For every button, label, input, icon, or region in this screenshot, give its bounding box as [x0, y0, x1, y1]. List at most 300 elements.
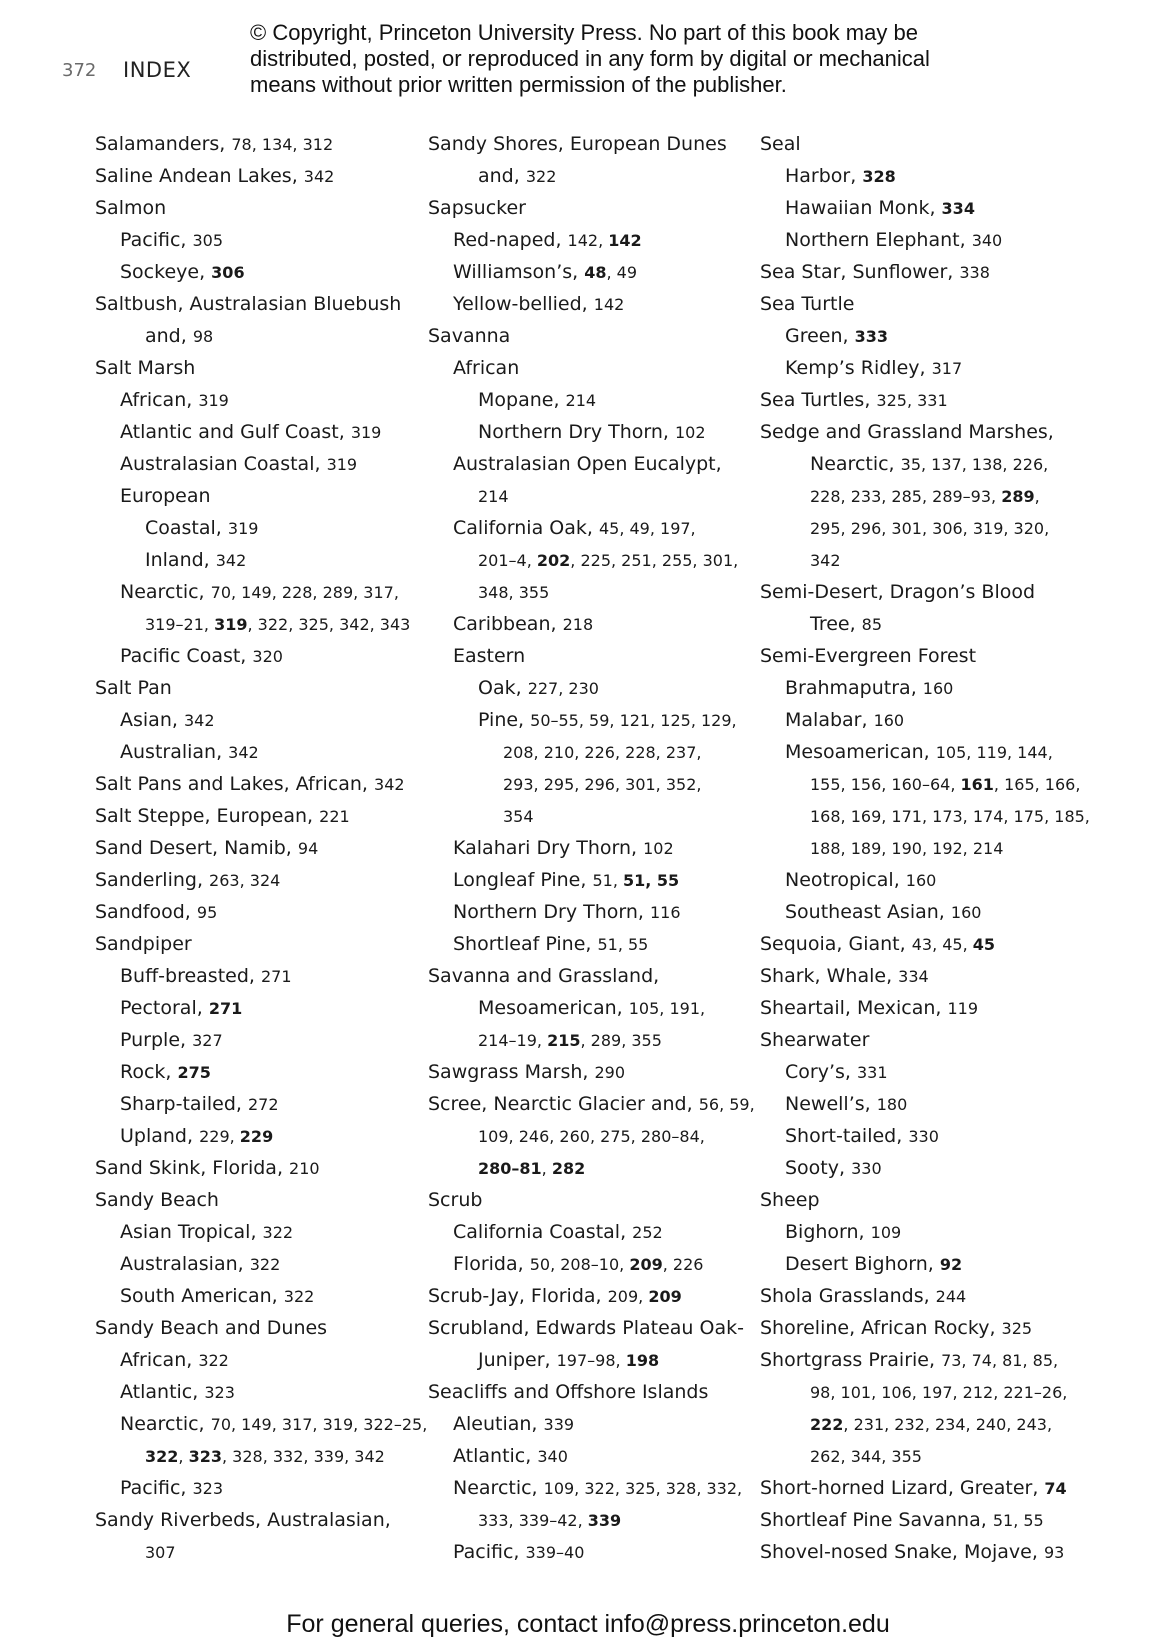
page-ref: 319	[350, 423, 382, 442]
index-entry	[428, 640, 758, 672]
index-term: Mesoamerican,	[785, 741, 936, 763]
index-term: Mopane,	[478, 389, 566, 411]
page-ref-bold: 215	[547, 1031, 581, 1050]
index-entry	[760, 960, 1090, 992]
page-ref: 331	[856, 1063, 888, 1082]
index-term: Sedge and Grassland Marshes,	[760, 421, 1054, 443]
page-ref: 330	[851, 1159, 882, 1178]
page-ref: , 289, 355	[580, 1031, 662, 1050]
page-ref: 201–4,	[478, 551, 537, 570]
index-term: Asian Tropical,	[120, 1221, 263, 1243]
page-ref: 56, 59,	[698, 1095, 755, 1114]
index-term: Saline Andean Lakes,	[95, 165, 304, 187]
index-entry	[428, 256, 758, 288]
page-ref: 317	[931, 359, 963, 378]
page-ref: 342	[810, 551, 841, 570]
index-term: Sheep	[760, 1189, 820, 1211]
index-entry	[95, 1056, 425, 1088]
index-entry	[760, 288, 1090, 320]
index-entry	[95, 1344, 425, 1376]
page-ref: 142	[593, 295, 625, 314]
index-term: Aleutian,	[453, 1413, 544, 1435]
index-entry	[95, 1504, 425, 1536]
page-ref: 339	[543, 1415, 575, 1434]
index-term: Sea Star, Sunflower,	[760, 261, 960, 283]
index-entry	[428, 1184, 758, 1216]
page-ref: 330	[908, 1127, 939, 1146]
index-entry	[760, 512, 1090, 544]
index-entry	[760, 704, 1090, 736]
page-ref: 214	[478, 487, 509, 506]
index-term: Upland,	[120, 1125, 200, 1147]
page-ref: 319	[227, 519, 259, 538]
index-entry	[428, 992, 758, 1024]
index-entry	[428, 1344, 758, 1376]
index-term: Sanderling,	[95, 869, 210, 891]
index-term: Newell’s,	[785, 1093, 877, 1115]
index-term: African,	[120, 389, 199, 411]
page-ref: 323	[192, 1479, 224, 1498]
index-term: Rock,	[120, 1061, 178, 1083]
index-term: Sandy Beach and Dunes	[95, 1317, 328, 1339]
index-entry	[428, 1248, 758, 1280]
index-entry	[760, 160, 1090, 192]
index-term: Juniper,	[478, 1349, 557, 1371]
page-ref: 197–98,	[556, 1351, 626, 1370]
index-term: South American,	[120, 1285, 284, 1307]
index-entry	[428, 672, 758, 704]
page-ref-bold: 306	[211, 263, 245, 282]
index-term: Sandy Riverbeds, Australasian,	[95, 1509, 391, 1531]
page-ref: 340	[971, 231, 1003, 250]
index-term: Yellow-bellied,	[453, 293, 594, 315]
index-entry	[95, 544, 425, 576]
index-entry	[95, 896, 425, 928]
index-term: Desert Bighorn,	[785, 1253, 940, 1275]
index-term: Longleaf Pine,	[453, 869, 593, 891]
index-term: Scree, Nearctic Glacier and,	[428, 1093, 699, 1115]
index-entry	[428, 1504, 758, 1536]
index-entry	[760, 928, 1090, 960]
index-entry	[428, 160, 758, 192]
index-term: Shortleaf Pine,	[453, 933, 598, 955]
page-ref: 323	[204, 1383, 235, 1402]
page-ref: 105, 191,	[628, 999, 706, 1018]
index-term: Sandfood,	[95, 901, 197, 923]
index-entry	[428, 224, 758, 256]
index-entry	[95, 864, 425, 896]
index-entry	[760, 1344, 1090, 1376]
index-term: Brahmaputra,	[785, 677, 923, 699]
index-term: Oak,	[478, 677, 528, 699]
page-ref: 333, 339–42,	[478, 1511, 588, 1530]
index-term: Buff-breasted,	[120, 965, 261, 987]
page-ref-bold: 45	[972, 935, 996, 954]
index-entry	[95, 960, 425, 992]
index-term: Williamson’s,	[453, 261, 585, 283]
index-term: Sandpiper	[95, 933, 192, 955]
index-entry	[428, 1472, 758, 1504]
index-term: Nearctic,	[810, 453, 901, 475]
index-entry	[95, 1536, 425, 1568]
index-entry	[760, 1440, 1090, 1472]
index-entry	[760, 1472, 1090, 1504]
index-entry	[95, 672, 425, 704]
copyright-notice: © Copyright, Princeton University Press. No part of this book may be distributed, posted, or reproduced in any form by digital or mechanical means without prior written permission of the publisher.	[250, 20, 930, 97]
index-entry	[760, 224, 1090, 256]
index-entry	[428, 960, 758, 992]
index-entry	[760, 1312, 1090, 1344]
page-ref: 305	[192, 231, 224, 250]
index-entry	[95, 800, 425, 832]
index-entry	[95, 384, 425, 416]
index-entry	[95, 256, 425, 288]
page-ref-bold: 222	[810, 1415, 844, 1434]
index-term: Nearctic,	[453, 1477, 544, 1499]
index-term: Salamanders,	[95, 133, 232, 155]
index-entry	[760, 640, 1090, 672]
index-entry	[428, 416, 758, 448]
index-entry	[428, 480, 758, 512]
index-entry	[760, 800, 1090, 832]
index-entry	[95, 1184, 425, 1216]
index-entry	[760, 128, 1090, 160]
page-ref: 319–21,	[145, 615, 215, 634]
page-ref-bold: 51, 55	[622, 871, 680, 890]
index-term: Kemp’s Ridley,	[785, 357, 932, 379]
index-term: Asian,	[120, 709, 184, 731]
index-entry	[760, 1024, 1090, 1056]
page-ref: 322	[198, 1351, 229, 1370]
page-ref: , 322, 325, 342, 343	[247, 615, 411, 634]
page-ref-bold: 328	[862, 167, 896, 186]
index-entry	[428, 576, 758, 608]
index-term: Atlantic,	[453, 1445, 538, 1467]
index-term: Australasian,	[120, 1253, 250, 1275]
page-ref-bold: 280–81	[478, 1159, 542, 1178]
page-ref: 109, 246, 260, 275, 280–84,	[478, 1127, 705, 1146]
index-term: Kalahari Dry Thorn,	[453, 837, 644, 859]
index-term: African	[453, 357, 520, 379]
index-entry	[428, 832, 758, 864]
index-entry	[95, 736, 425, 768]
index-term: Southeast Asian,	[785, 901, 951, 923]
index-term: Shortleaf Pine Savanna,	[760, 1509, 993, 1531]
page-ref: 214–19,	[478, 1031, 548, 1050]
index-entry	[760, 832, 1090, 864]
page-ref: 319	[198, 391, 229, 410]
index-term: Pacific,	[453, 1541, 526, 1563]
index-entry	[95, 608, 425, 640]
page-ref: 293, 295, 296, 301, 352,	[503, 775, 702, 794]
page-ref: , 165, 166,	[993, 775, 1081, 794]
index-entry	[428, 768, 758, 800]
page-ref: 340	[537, 1447, 568, 1466]
page-ref-bold: 319	[214, 615, 248, 634]
page-ref: 142,	[567, 231, 609, 250]
page-ref-bold: 202	[536, 551, 571, 570]
index-entry	[95, 1376, 425, 1408]
index-entry	[95, 1152, 425, 1184]
index-term: Shearwater	[760, 1029, 870, 1051]
index-entry	[95, 1024, 425, 1056]
index-entry	[428, 352, 758, 384]
index-term: Semi-Desert, Dragon’s Blood	[760, 581, 1036, 603]
page-ref: 272	[247, 1095, 279, 1114]
index-entry	[760, 1408, 1090, 1440]
index-term: Sequoia, Giant,	[760, 933, 912, 955]
index-entry	[428, 544, 758, 576]
page-ref: 50, 208–10,	[529, 1255, 630, 1274]
page-ref: 342	[228, 743, 259, 762]
page-ref: 244	[935, 1287, 967, 1306]
index-term: Caribbean,	[453, 613, 563, 635]
index-entry	[428, 928, 758, 960]
index-term: Sea Turtles,	[760, 389, 877, 411]
index-entry	[428, 1056, 758, 1088]
index-entry	[95, 192, 425, 224]
index-term: Pacific Coast,	[120, 645, 253, 667]
index-term: Florida,	[453, 1253, 530, 1275]
index-entry	[760, 864, 1090, 896]
page-ref: 85	[861, 615, 883, 634]
page-ref: 348, 355	[478, 583, 550, 602]
index-term: Coastal,	[145, 517, 228, 539]
page-ref: 188, 189, 190, 192, 214	[810, 839, 1004, 858]
index-term: Sand Desert, Namib,	[95, 837, 298, 859]
index-entry	[95, 1248, 425, 1280]
index-entry	[428, 1312, 758, 1344]
index-term: Salmon	[95, 197, 167, 219]
index-entry	[428, 1376, 758, 1408]
index-entry	[95, 1216, 425, 1248]
page-ref: 160	[922, 679, 954, 698]
index-entry	[428, 384, 758, 416]
index-entry	[760, 416, 1090, 448]
page-ref: 229,	[199, 1127, 240, 1146]
page-ref: , 49	[606, 263, 638, 282]
index-term: Scrubland, Edwards Plateau Oak-	[428, 1317, 744, 1339]
index-term: Sharp-tailed,	[120, 1093, 248, 1115]
page-ref: 342	[374, 775, 405, 794]
index-entry	[428, 864, 758, 896]
page-ref: 228, 233, 285, 289–93,	[810, 487, 1002, 506]
page-ref: 322	[525, 167, 557, 186]
page-ref: 168, 169, 171, 173, 174, 175, 185,	[810, 807, 1090, 826]
page-ref-bold: 229	[239, 1127, 274, 1146]
index-term: Neotropical,	[785, 869, 906, 891]
page-ref: 119	[947, 999, 979, 1018]
index-term: Pectoral,	[120, 997, 209, 1019]
page-ref: 218	[562, 615, 594, 634]
page-ref: 102	[643, 839, 674, 858]
page-ref: 105, 119, 144,	[935, 743, 1053, 762]
index-term: Hawaiian Monk,	[785, 197, 942, 219]
index-column-2	[428, 128, 758, 1568]
page-ref: 262, 344, 355	[810, 1447, 922, 1466]
index-entry	[95, 1312, 425, 1344]
index-term: Seacliffs and Offshore Islands	[428, 1381, 709, 1403]
page-ref: 290	[594, 1063, 626, 1082]
index-entry	[428, 1536, 758, 1568]
index-entry	[760, 1056, 1090, 1088]
index-term: African,	[120, 1349, 199, 1371]
index-entry	[428, 896, 758, 928]
index-term: Pacific,	[120, 229, 193, 251]
index-column-1	[95, 128, 428, 1568]
page-ref: 98, 101, 106, 197, 212, 221–26,	[810, 1383, 1068, 1402]
page-ref: 70, 149, 317, 319, 322–25,	[210, 1415, 428, 1434]
index-entry	[428, 448, 758, 480]
index-entry	[95, 1120, 425, 1152]
index-term: Sand Skink, Florida,	[95, 1157, 290, 1179]
index-term: Inland,	[145, 549, 216, 571]
index-entry	[428, 1024, 758, 1056]
page-ref: 322	[283, 1287, 315, 1306]
page-ref: , 226	[662, 1255, 704, 1274]
index-term: Sandy Beach	[95, 1189, 219, 1211]
index-entry	[760, 480, 1090, 512]
index-entry	[95, 704, 425, 736]
page-ref: 93	[1043, 1543, 1065, 1562]
page-ref-bold: 142	[608, 231, 642, 250]
index-entry	[428, 512, 758, 544]
index-entry	[760, 576, 1090, 608]
index-entry	[760, 768, 1090, 800]
page-ref: 35, 137, 138, 226,	[900, 455, 1049, 474]
index-term: Red-naped,	[453, 229, 568, 251]
index-term: Semi-Evergreen Forest	[760, 645, 977, 667]
page-ref: 51,	[592, 871, 623, 890]
index-entry	[428, 128, 758, 160]
page-ref-bold: 92	[939, 1255, 963, 1274]
page-ref-bold: 333	[854, 327, 889, 346]
page-ref: , 328, 332, 339, 342	[221, 1447, 385, 1466]
page-ref: 43, 45,	[911, 935, 973, 954]
index-entry	[760, 320, 1090, 352]
page-ref: 214	[565, 391, 597, 410]
index-term: Sheartail, Mexican,	[760, 997, 948, 1019]
index-entry	[95, 352, 425, 384]
page-ref-bold: 161	[960, 775, 994, 794]
index-entry	[428, 1152, 758, 1184]
index-entry	[760, 1088, 1090, 1120]
page-ref: 227, 230	[527, 679, 599, 698]
page-ref: 51, 55	[597, 935, 649, 954]
index-entry	[95, 288, 425, 320]
index-entry	[428, 1280, 758, 1312]
index-term: Sawgrass Marsh,	[428, 1061, 595, 1083]
index-term: European	[120, 485, 211, 507]
page-ref-bold: 209	[648, 1287, 682, 1306]
index-entry	[760, 992, 1090, 1024]
index-entry	[95, 448, 425, 480]
index-term: Pine,	[478, 709, 531, 731]
page-ref: 263, 324	[209, 871, 281, 890]
page-ref: 334	[898, 967, 929, 986]
page-ref: 98	[192, 327, 214, 346]
index-entry	[760, 672, 1090, 704]
index-term: Salt Pan	[95, 677, 172, 699]
index-term: Northern Elephant,	[785, 229, 972, 251]
page-ref-bold: 74	[1044, 1479, 1067, 1498]
page-ref-bold: 339	[587, 1511, 622, 1530]
page-ref: 325	[1001, 1319, 1033, 1338]
index-term: Malabar,	[785, 709, 874, 731]
index-entry	[95, 1440, 425, 1472]
index-term: Atlantic,	[120, 1381, 205, 1403]
index-term: Atlantic and Gulf Coast,	[120, 421, 351, 443]
page-ref: 252	[632, 1223, 663, 1242]
index-term: Nearctic,	[120, 581, 211, 603]
page-ref: 73, 74, 81, 85,	[941, 1351, 1059, 1370]
index-entry	[428, 800, 758, 832]
page-ref: 319	[326, 455, 358, 474]
index-term: and,	[478, 165, 526, 187]
page-ref: 208, 210, 226, 228, 237,	[503, 743, 702, 762]
index-entry	[760, 1376, 1090, 1408]
page-ref-bold: 198	[625, 1351, 660, 1370]
page-ref-bold: 289	[1001, 487, 1035, 506]
index-entry	[428, 704, 758, 736]
index-term: Cory’s,	[785, 1061, 857, 1083]
page-ref-bold: 48	[584, 263, 607, 282]
index-term: Short-horned Lizard, Greater,	[760, 1477, 1045, 1499]
index-term: Australasian Open Eucalypt,	[453, 453, 722, 475]
index-entry	[760, 736, 1090, 768]
index-term: Shoreline, African Rocky,	[760, 1317, 1002, 1339]
index-term: California Coastal,	[453, 1221, 633, 1243]
page-ref-bold: 334	[941, 199, 975, 218]
index-entry	[760, 608, 1090, 640]
page-ref: 51, 55	[992, 1511, 1044, 1530]
index-term: Shovel-nosed Snake, Mojave,	[760, 1541, 1044, 1563]
index-entry	[760, 448, 1090, 480]
index-entry	[95, 416, 425, 448]
index-entry	[95, 128, 425, 160]
page-ref: 338	[959, 263, 990, 282]
index-entry	[95, 1472, 425, 1504]
index-entry	[760, 1248, 1090, 1280]
index-term: Scrub-Jay, Florida,	[428, 1285, 608, 1307]
page-ref: 160	[950, 903, 982, 922]
index-entry	[428, 288, 758, 320]
page-ref: 342	[183, 711, 215, 730]
running-head: INDEX	[123, 58, 192, 82]
index-entry	[428, 320, 758, 352]
index-term: Purple,	[120, 1029, 193, 1051]
page-ref: 95	[196, 903, 218, 922]
index-entry	[95, 832, 425, 864]
page-ref: 295, 296, 301, 306, 319, 320,	[810, 519, 1050, 538]
index-term: Green,	[785, 325, 855, 347]
page-ref: 342	[215, 551, 247, 570]
index-term: Mesoamerican,	[478, 997, 629, 1019]
index-entry	[760, 1536, 1090, 1568]
page-ref: 180	[876, 1095, 908, 1114]
index-term: Eastern	[453, 645, 526, 667]
index-entry	[760, 896, 1090, 928]
page-ref: 320	[252, 647, 283, 666]
index-term: Short-tailed,	[785, 1125, 909, 1147]
index-term: Shola Grasslands,	[760, 1285, 936, 1307]
index-entry	[760, 1120, 1090, 1152]
index-term: Salt Marsh	[95, 357, 196, 379]
index-term: Salt Pans and Lakes, African,	[95, 773, 375, 795]
page-ref: 155, 156, 160–64,	[810, 775, 961, 794]
page-ref: 45, 49, 197,	[598, 519, 696, 538]
index-term: Northern Dry Thorn,	[453, 901, 650, 923]
